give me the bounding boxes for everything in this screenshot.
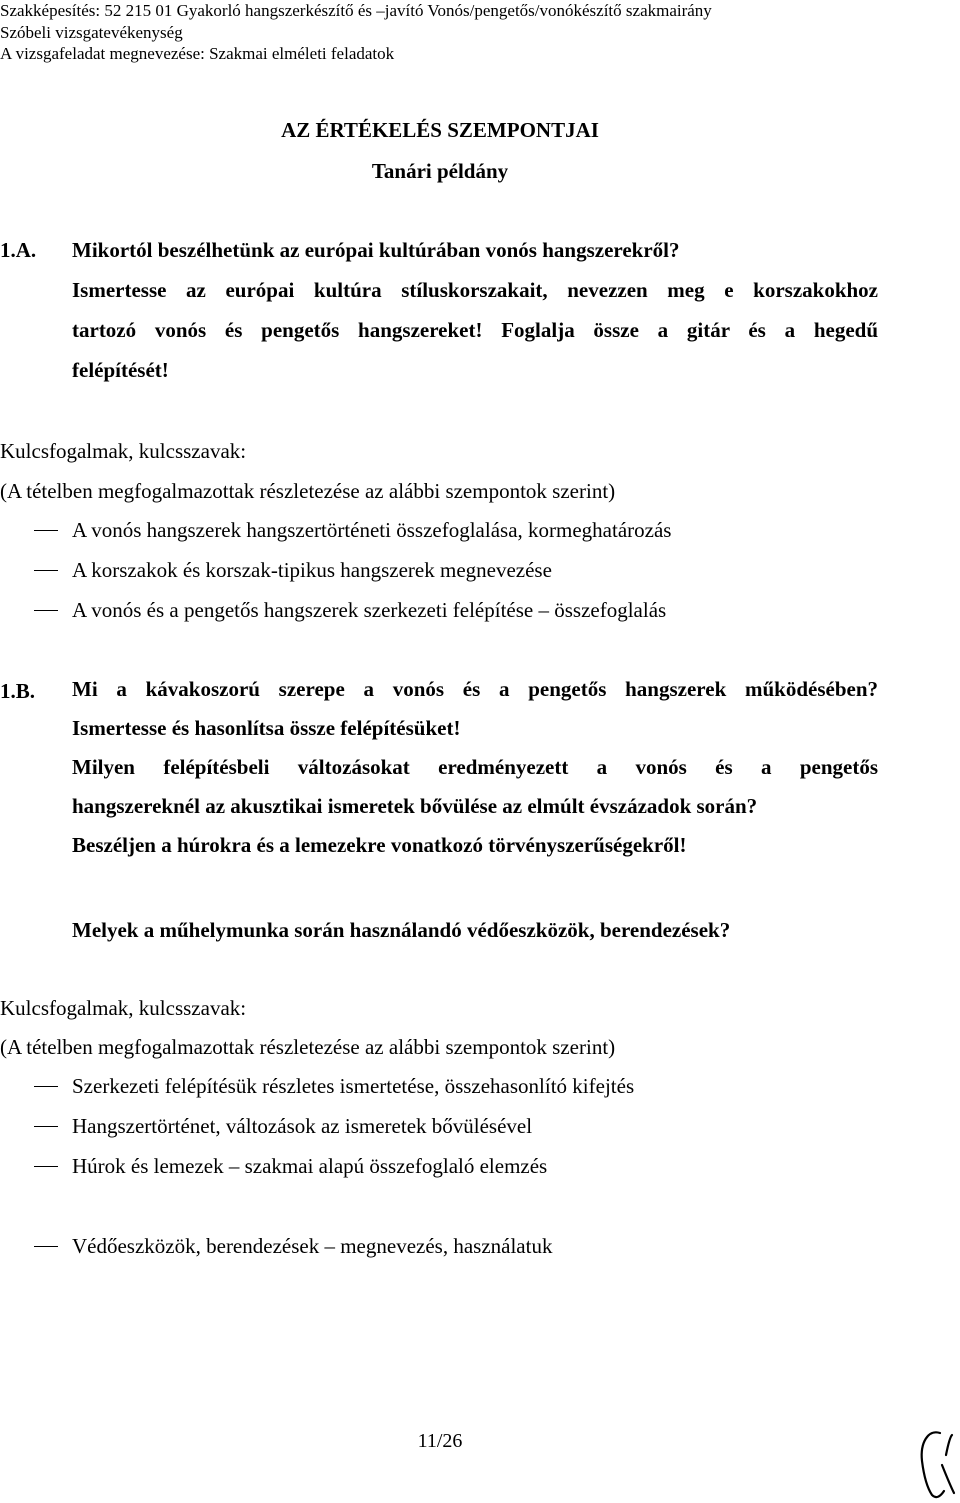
question-1b-number: 1.B.: [0, 679, 36, 703]
signature-icon: [910, 1425, 960, 1503]
question-1a-line: tartozó vonós és pengetős hangszereket! Foglalja össze a gitár és a hegedű: [72, 318, 878, 342]
keywords-heading: Kulcsfogalmak, kulcsszavak:: [0, 439, 247, 463]
keywords-heading: Kulcsfogalmak, kulcsszavak:: [0, 996, 247, 1020]
dash-bullet-icon: [34, 530, 58, 531]
keywords-list: [0, 1066, 860, 1186]
question-1b-line: hangszereknél az akusztikai ismeretek bővülése az elmúlt évszázadok során?: [72, 794, 758, 818]
dash-bullet-icon: [34, 1166, 58, 1167]
question-1a-line: Ismertesse az európai kultúra stíluskorszakait, nevezzen meg e korszakokhoz: [72, 278, 878, 302]
question-1a-line: felépítését!: [72, 358, 169, 382]
question-1a-line: Mikortól beszélhetünk az európai kultúrában vonós hangszerekről?: [72, 238, 680, 262]
question-1b-text: [72, 670, 878, 865]
list-item: Szerkezeti felépítésük részletes ismertetése, összehasonlító kifejtés: [0, 1066, 860, 1106]
list-item: Húrok és lemezek – szakmai alapú összefoglaló elemzés: [0, 1146, 860, 1186]
keywords-intro: (A tételben megfogalmazottak részletezése az alábbi szempontok szerint): [0, 479, 616, 503]
page-subtitle: Tanári példány: [371, 159, 509, 183]
keywords-intro: (A tételben megfogalmazottak részletezése az alábbi szempontok szerint): [0, 1035, 616, 1059]
dash-bullet-icon: [34, 1126, 58, 1127]
list-item: A vonós hangszerek hangszertörténeti összefoglalása, kormeghatározás: [0, 510, 860, 550]
dash-bullet-icon: [34, 570, 58, 571]
question-1b-line: Milyen felépítésbeli változásokat eredményezett a vonós és a pengetős: [72, 755, 878, 779]
list-item: A korszakok és korszak-tipikus hangszerek megnevezése: [0, 550, 860, 590]
question-1b-line: Melyek a műhelymunka során használandó védőeszközök, berendezések?: [72, 918, 731, 942]
question-1b-line: Ismertesse és hasonlítsa össze felépítésüket!: [72, 716, 461, 740]
question-1a-number: 1.A.: [0, 238, 37, 262]
header-task-name: A vizsgafeladat megnevezése: Szakmai elméleti feladatok: [0, 44, 395, 63]
keywords-list: [0, 1226, 860, 1266]
list-item: A vonós és a pengetős hangszerek szerkezeti felépítése – összefoglalás: [0, 590, 860, 630]
header-qualification: Szakképesítés: 52 215 01 Gyakorló hangszerkészítő és –javító Vonós/pengetős/vonókészítő szakmairány: [0, 1, 712, 20]
question-1b-line: Mi a kávakoszorú szerepe a vonós és a pengetős hangszerek működésében?: [72, 677, 878, 701]
dash-bullet-icon: [34, 1086, 58, 1087]
keywords-list: [0, 510, 860, 630]
question-1b-line: Beszéljen a húrokra és a lemezekre vonatkozó törvényszerűségekről!: [72, 833, 687, 857]
header-exam-type: Szóbeli vizsgatevékenység: [0, 23, 183, 42]
question-1a-text: [72, 230, 878, 390]
dash-bullet-icon: [34, 1246, 58, 1247]
page-title: AZ ÉRTÉKELÉS SZEMPONTJAI: [281, 118, 599, 142]
list-item: Hangszertörténet, változások az ismeretek bővülésével: [0, 1106, 860, 1146]
list-item: Védőeszközök, berendezések – megnevezés, használatuk: [0, 1226, 860, 1266]
question-1b-extra: [72, 910, 878, 950]
page-number: 11/26: [417, 1430, 463, 1452]
dash-bullet-icon: [34, 610, 58, 611]
